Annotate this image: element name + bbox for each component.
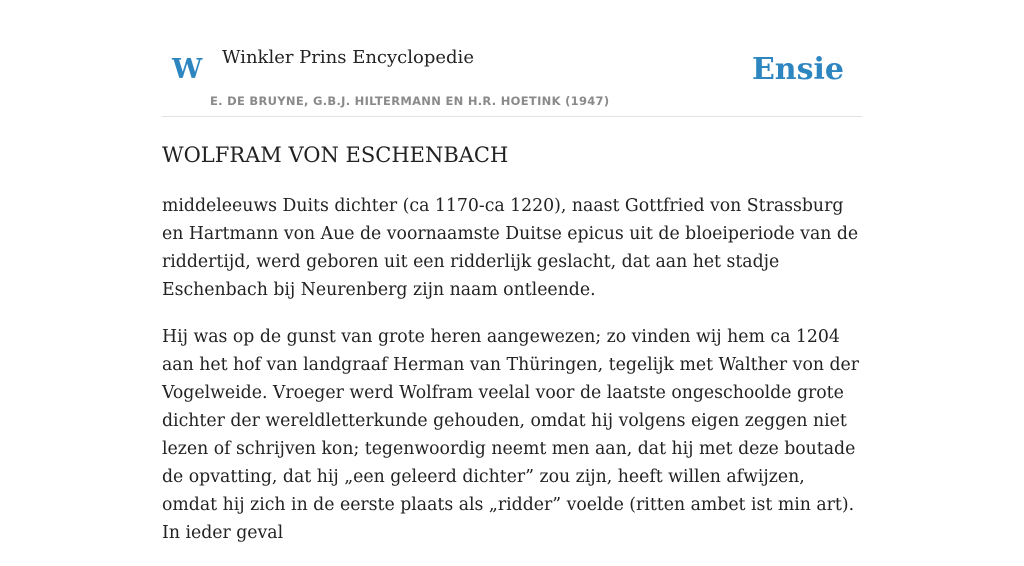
byline: E. DE BRUYNE, G.B.J. HILTERMANN EN H.R. HOETINK (1947) (210, 94, 610, 108)
site-title-link[interactable]: Winkler Prins Encyclopedie (222, 47, 474, 68)
article-paragraph: Hij was op de gunst van grote heren aangewezen; zo vinden wij hem ca 1204 aan het hof van landgraaf Herman van Thüringen, tegelijk met Walther von der Vogelweide. Vroeger werd Wolfram veelal voor de laatste ongeschoolde grote dichter der wereldletterkunde gehouden, omdat hij volgens eigen zeggen niet lezen of schrijven kon; tegenwoordig neemt men aan, dat hij met deze boutade de opvatting, dat hij „een geleerd dichter” zou zijn, heeft willen afwijzen, omdat hij zich in de eerste plaats als „ridder” voelde (ritten ambet ist min art). In ieder geval (162, 327, 860, 543)
article-title: WOLFRAM VON ESCHENBACH (162, 143, 509, 167)
article-paragraph: middeleeuws Duits dichter (ca 1170-ca 1220), naast Gottfried von Strassburg en Hartmann von Aue de voornaamste Duitse epicus uit de bloeiperiode van de riddertijd, werd geboren uit een ridderlijk geslacht, dat aan het stadje Eschenbach bij Neurenberg zijn naam ontleende. (162, 196, 859, 300)
w-logo-icon[interactable]: W (172, 54, 203, 85)
article-body (162, 192, 862, 566)
site-header (162, 0, 862, 117)
ensie-logo-link[interactable]: Ensie (751, 52, 844, 87)
